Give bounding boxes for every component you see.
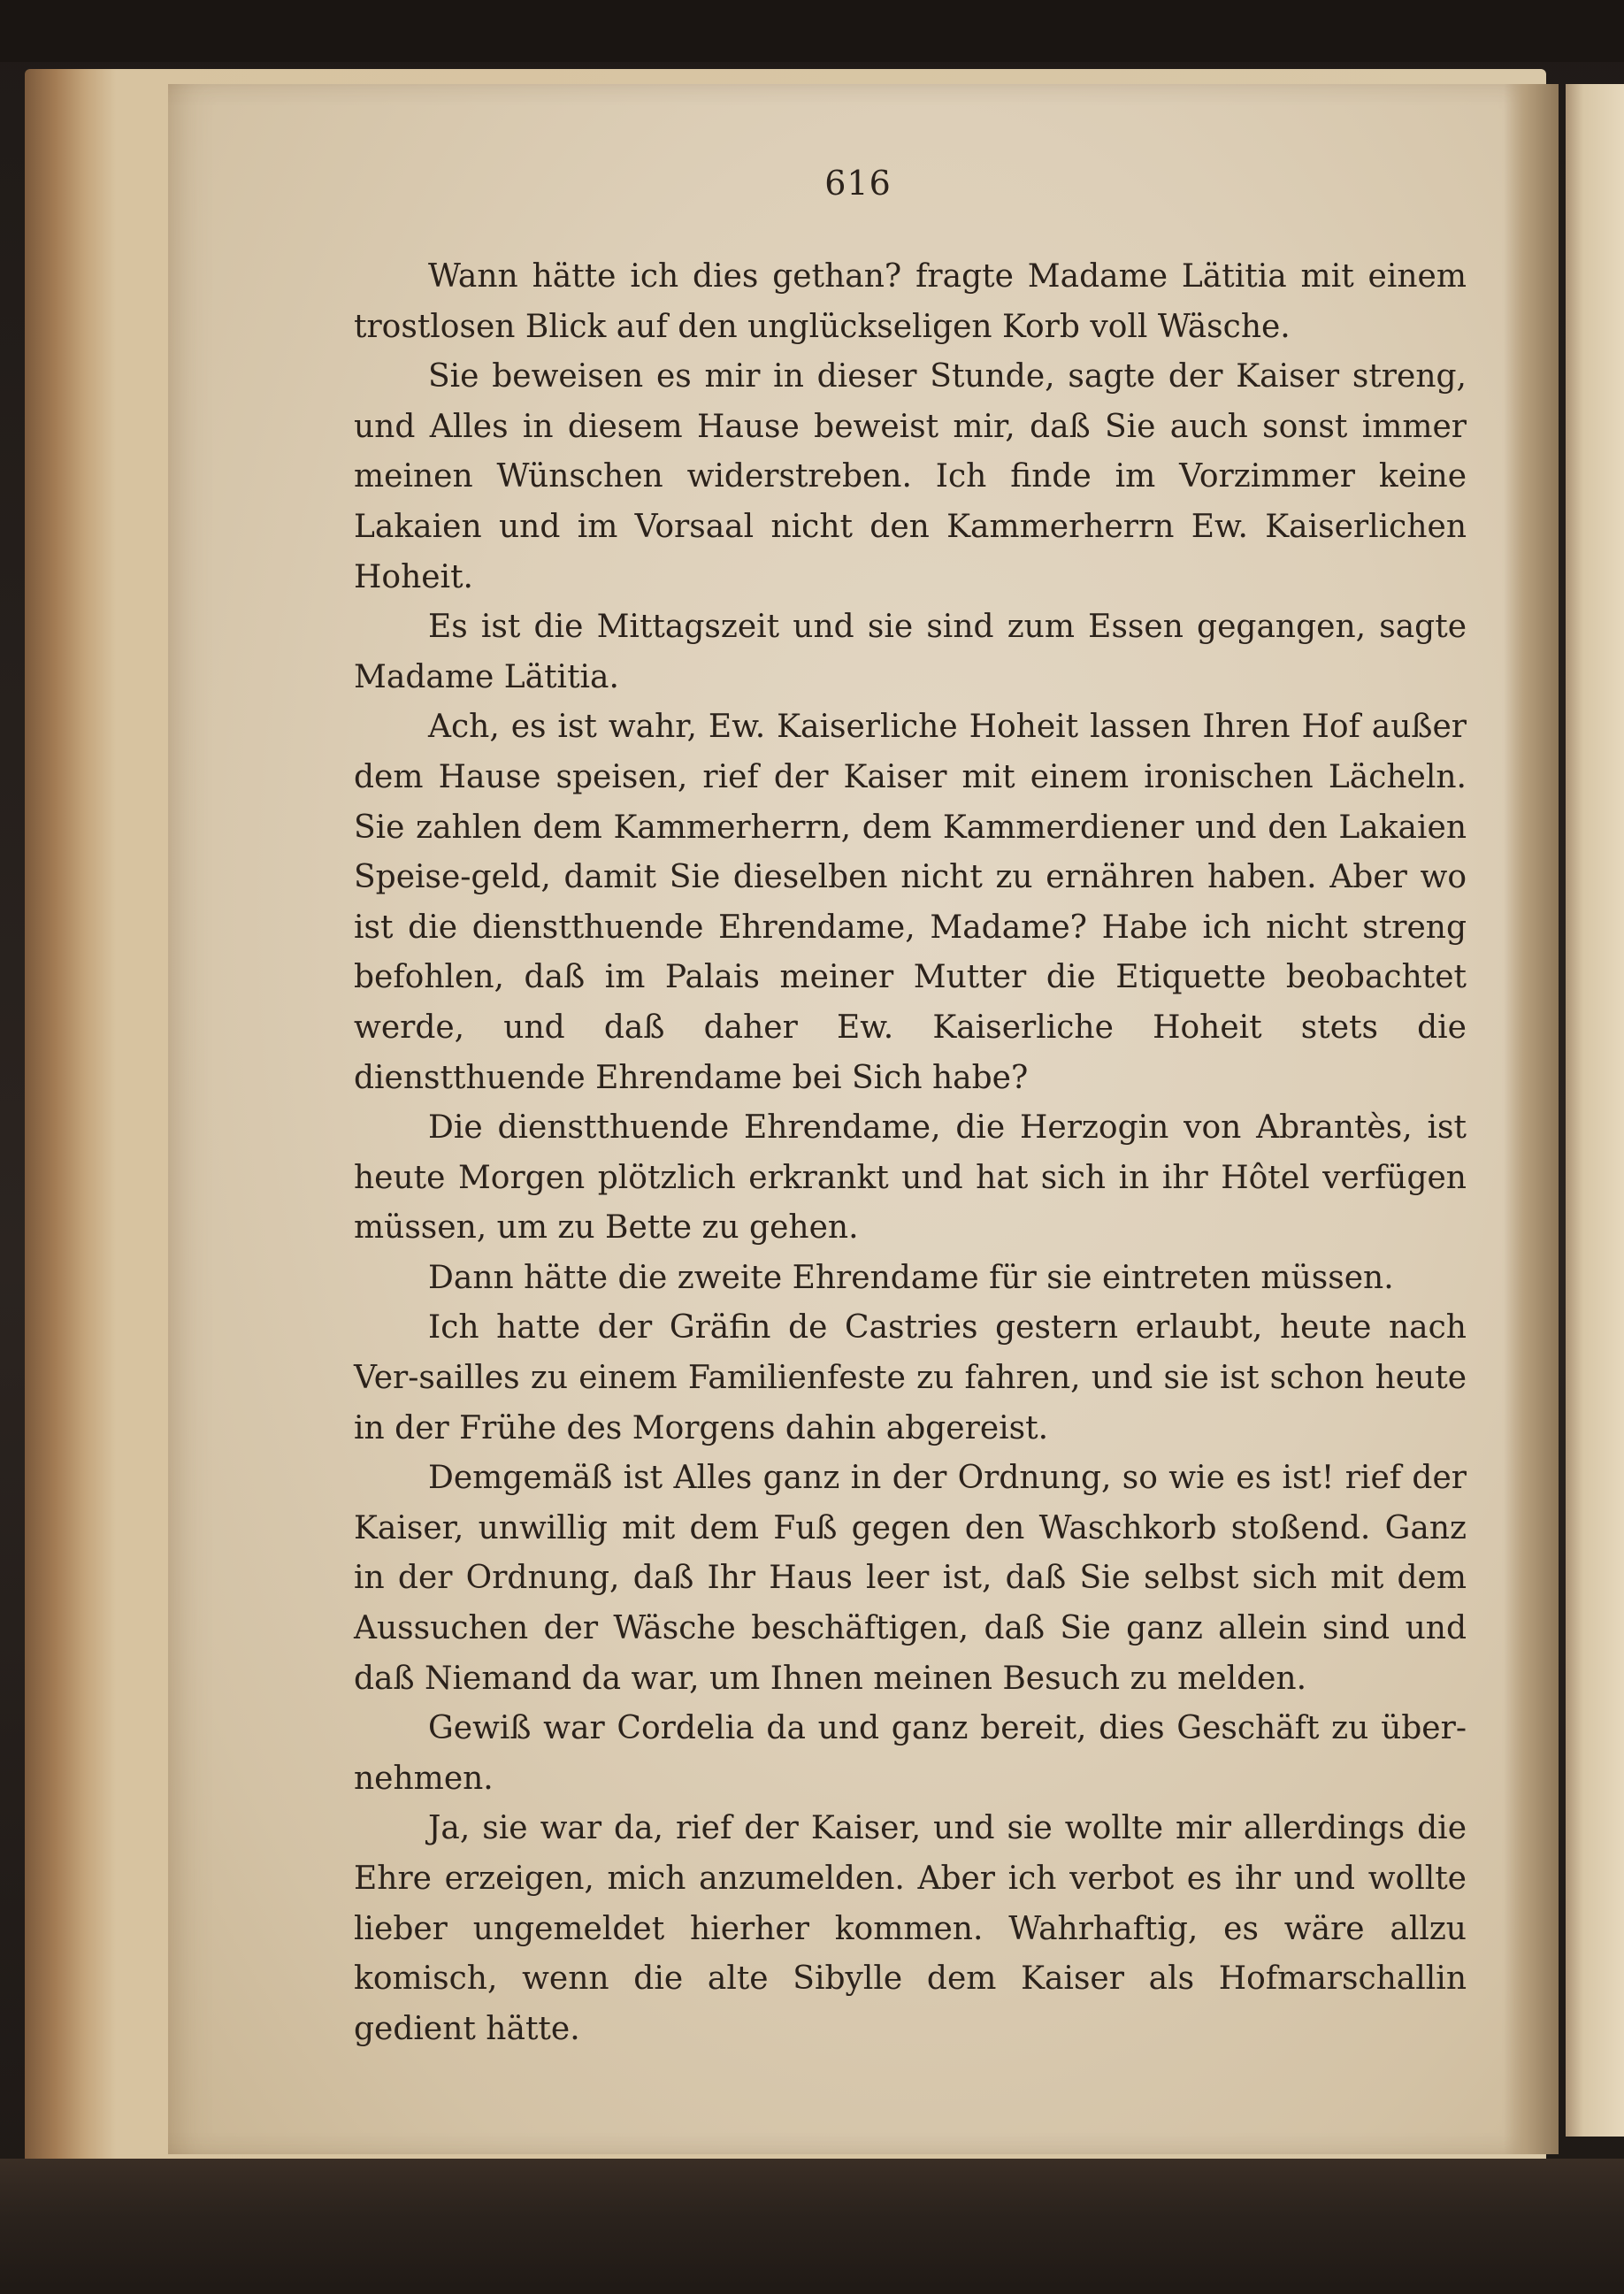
paragraph: Ich hatte der Gräfin de Castries gestern erlaubt, heute nach Ver-sailles zu einem Familienfeste zu fahren, und sie ist schon heute in der Frühe des Morgens dahin abgereist. (354, 1309, 1467, 1446)
page-number: 616 (824, 164, 892, 203)
paragraph: Wann hätte ich dies gethan? fragte Madame Lätitia mit einem trostlosen Blick auf den unglückseligen Korb voll Wäsche. (354, 258, 1467, 345)
book-page (168, 84, 1548, 2154)
paragraph: Gewiß war Cordelia da und ganz bereit, dies Geschäft zu über-nehmen. (354, 1710, 1467, 1797)
book-cover-bottom (0, 2159, 1624, 2294)
paragraph: Ja, sie war da, rief der Kaiser, und sie wollte mir allerdings die Ehre erzeigen, mich anzumelden. Aber ich verbot es ihr und wollte lieber ungemeldet hierher kommen. Wahrhaftig, es wäre allzu komisch, wenn die alte Sibylle dem Kaiser als Hofmarschallin gedient hätte. (354, 1810, 1467, 2047)
paragraph: Dann hätte die zweite Ehrendame für sie eintreten müssen. (428, 1259, 1394, 1296)
paragraph: Die dienstthuende Ehrendame, die Herzogin von Abrantès, ist heute Morgen plötzlich erkrankt und hat sich in ihr Hôtel verfügen müssen, um zu Bette zu gehen. (354, 1109, 1467, 1247)
paragraph: Ach, es ist wahr, Ew. Kaiserliche Hoheit lassen Ihren Hof außer dem Hause speisen, rief der Kaiser mit einem ironischen Lächeln. Sie zahlen dem Kammerherrn, dem Kammerdiener und den Lakaien Speise-geld, damit Sie dieselben nicht zu ernähren haben. Aber wo ist die dienstthuende Ehrendame, Madame? Habe ich nicht streng befohlen, daß im Palais meiner Mutter die Etiquette beobachtet werde, und daß daher Ew. Kaiserliche Hoheit stets die dienstthuende Ehrendame bei Sich habe? (354, 709, 1467, 1096)
paragraph: Es ist die Mittagszeit und sie sind zum Essen gegangen, sagte Madame Lätitia. (354, 609, 1467, 695)
paragraph: Sie beweisen es mir in dieser Stunde, sagte der Kaiser streng, und Alles in diesem Hause beweist mir, daß Sie auch sonst immer meinen Wünschen widerstreben. Ich finde im Vorzimmer keine Lakaien und im Vorsaal nicht den Kammerherrn Ew. Kaiserlichen Hoheit. (354, 358, 1467, 595)
page-body-text (354, 252, 1467, 2054)
paragraph: Demgemäß ist Alles ganz in der Ordnung, so wie es ist! rief der Kaiser, unwillig mit dem Fuß gegen den Waschkorb stoßend. Ganz in der Ordnung, daß Ihr Haus leer ist, daß Sie selbst sich mit dem Aussuchen der Wäsche beschäftigen, daß Sie ganz allein sind und daß Niemand da war, um Ihnen meinen Besuch zu melden. (354, 1460, 1467, 1697)
facing-page-edge (1566, 84, 1624, 2137)
page-gutter-shadow (1504, 84, 1559, 2154)
